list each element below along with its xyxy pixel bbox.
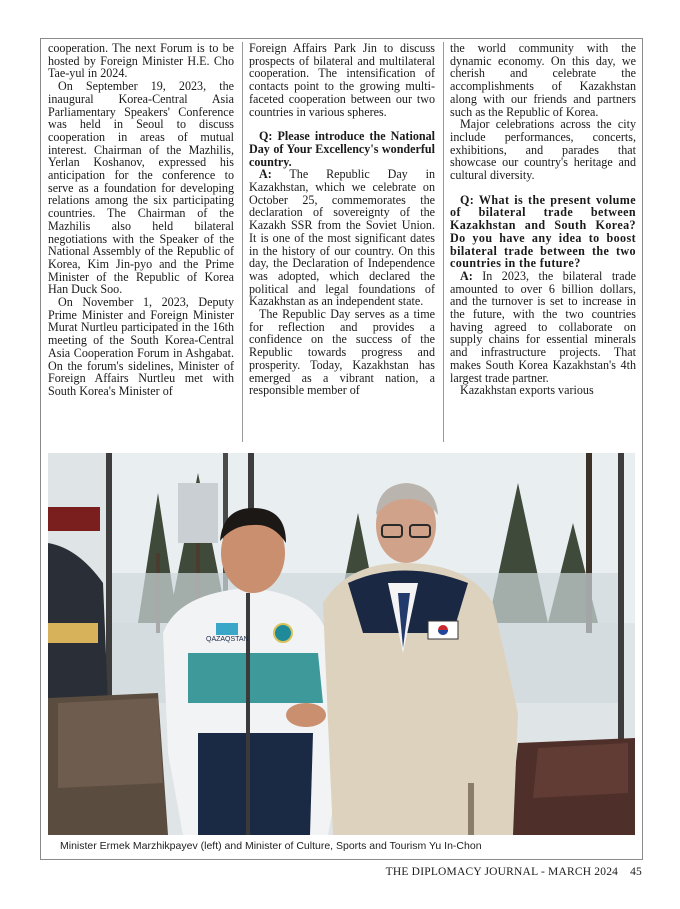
interview-answer: [450, 270, 636, 384]
answer-text: In 2023, the bilateral trade amounted to over 6 billion dollars, and the turnover is set to increase in the future, with the two countries having agreed to collaborate on supply chains for essential minerals and infrastructure projects. That makes South Korea Kazakhstan's 4th largest trade partner.: [450, 268, 636, 385]
photo-caption: Minister Ermek Marzhikpayev (left) and Minister of Culture, Sports and Tourism Yu In-Chon: [60, 840, 482, 852]
answer-label: A:: [259, 167, 272, 182]
interview-question: Q: Please introduce the National Day of Your Excellency's wonderful country.: [249, 129, 435, 169]
page-number: 45: [630, 866, 642, 878]
jacket-lettering: QAZAQSTAN: [206, 636, 249, 643]
answer-text: The Republic Day in Kazakhstan, which we celebrate on October 25, commemorates the declaration of sovereignty of the Kazakh SSR from the Soviet Union. It is one of the most significant dates in the history of our country. On this day, the Declaration of Independence was adopted, which declared the political and legal foundations of Kazakhstan as an independent state.: [249, 167, 435, 309]
publication-name: THE DIPLOMACY JOURNAL - MARCH 2024: [385, 866, 619, 878]
paragraph: The Republic Day serves as a time for reflection and provides a confidence on the success of the Republic towards progress and prosperity. Today, Kazakhstan has emerged as a vibrant nation, a responsible member of: [249, 307, 435, 398]
paragraph: Foreign Affairs Park Jin to discuss prospects of bilateral and multilateral cooperation. The intensification of contacts point to the growing multi-faceted cooperation between our two countries in various spheres.: [249, 41, 435, 119]
photo-illustration: [48, 453, 635, 835]
article-photo: [48, 453, 635, 835]
article-column-1: [48, 42, 234, 442]
article-columns: [48, 42, 636, 442]
article-column-3: [450, 42, 636, 442]
interview-question: Q: What is the present volume of bilateral trade between Kazakhstan and South Korea? Do you have any idea to boost bilateral trade between the two countries in the future?: [450, 192, 636, 271]
article-column-2: [249, 42, 435, 442]
page-footer: [386, 866, 642, 878]
paragraph: On November 1, 2023, Deputy Prime Minister and Foreign Minister Murat Nurtleu participated in the 16th meeting of the South Korea-Central Asia Cooperation Forum in Ashgabat. On the forum's sidelines, Minister of Foreign Affairs Nurtleu met with South Korea's Minister of: [48, 295, 234, 398]
paragraph: cooperation. The next Forum is to be hosted by Foreign Minister H.E. Cho Tae-yul in 2024.: [48, 41, 234, 81]
paragraph: the world community with the dynamic economy. On this day, we cherish and celebrate the accomplishments of Kazakhstan along with our friends and partners such as the Republic of Korea.: [450, 41, 636, 119]
paragraph: Major celebrations across the city include performances, concerts, exhibitions, and parades that showcase our country's heritage and cultural diversity.: [450, 117, 636, 183]
paragraph: Kazakhstan exports various: [460, 383, 594, 398]
answer-label: A:: [460, 268, 473, 283]
paragraph: On September 19, 2023, the inaugural Korea-Central Asia Parliamentary Speakers' Conference was held in Seoul to discuss cooperation in areas of mutual interest. Chairman of the Mazhilis, Yerlan Koshanov, expressed his anticipation for the conference to serve as a foundation for developing relations among the six participating countries. The Chairman of the Mazhilis also held bilateral negotiations with the Speaker of the National Assembly of the Republic of Korea, Kim Jin-pyo and the Prime Minister of the Republic of Korea Han Duck Soo.: [48, 79, 234, 297]
interview-answer: [249, 168, 435, 308]
